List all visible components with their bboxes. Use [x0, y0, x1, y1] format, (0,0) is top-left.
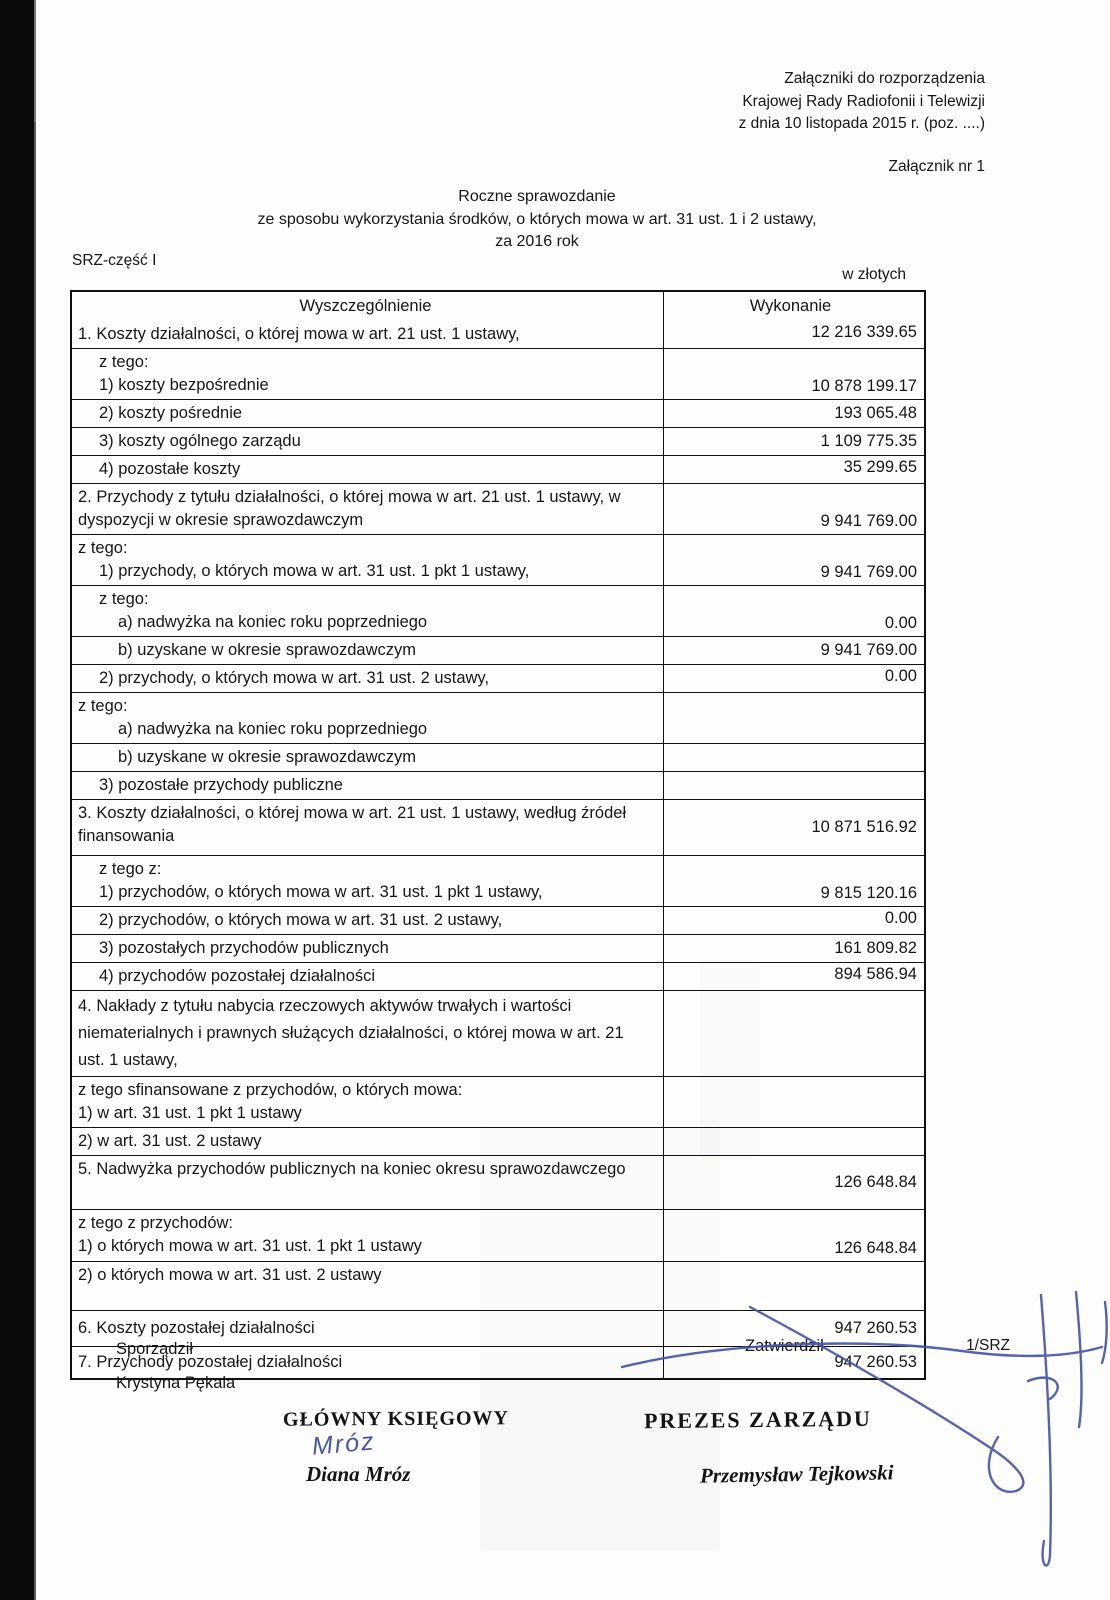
prepared-by-name: Krystyna Pękala	[116, 1374, 236, 1392]
row-value: 9 941 769.00	[820, 512, 917, 530]
document-title	[100, 186, 974, 254]
table-row	[72, 483, 924, 534]
table-row	[72, 692, 924, 743]
report-table-body	[72, 321, 924, 1378]
row-value: 12 216 339.65	[811, 323, 917, 341]
row-value: 161 809.82	[834, 939, 917, 957]
row-value: 10 878 199.17	[811, 377, 917, 395]
form-code: SRZ-część I	[72, 252, 157, 269]
column-header-specification: Wyszczególnienie	[72, 292, 664, 321]
row-label: 3) pozostałych przychodów publicznych	[72, 935, 664, 962]
row-value	[664, 1077, 924, 1127]
attachment-note-line: z dnia 10 listopada 2015 r. (poz. ....)	[738, 115, 985, 132]
row-label: z tego sfinansowane z przychodów, o których mowa: 1) w art. 31 ust. 1 pkt 1 ustawy	[72, 1077, 664, 1127]
table-row	[72, 1209, 924, 1261]
table-row	[72, 1155, 924, 1209]
table-row	[72, 636, 924, 664]
row-label: 2) w art. 31 ust. 2 ustawy	[72, 1128, 664, 1155]
table-row	[72, 990, 924, 1076]
prepared-by-label: Sporządził	[116, 1340, 194, 1358]
row-value: 126 648.84	[834, 1173, 917, 1191]
table-row	[72, 771, 924, 799]
row-value	[664, 693, 924, 743]
row-label: b) uzyskane w okresie sprawozdawczym	[72, 637, 664, 664]
chief-accountant-handwritten-signature: Mróz	[310, 1427, 377, 1461]
table-row	[72, 427, 924, 455]
table-row	[72, 934, 924, 962]
row-label: z tego z przychodów: 1) o których mowa w art. 31 ust. 1 pkt 1 ustawy	[72, 1210, 664, 1261]
table-row	[72, 799, 924, 855]
row-value: 1 109 775.35	[820, 432, 917, 450]
row-label: 4) pozostałe koszty	[72, 456, 664, 483]
row-label: 1. Koszty działalności, o której mowa w art. 21 ust. 1 ustawy,	[72, 321, 664, 348]
table-row	[72, 348, 924, 399]
table-row	[72, 1127, 924, 1155]
currency-note: w złotych	[842, 266, 906, 283]
table-row	[72, 906, 924, 934]
row-value: 193 065.48	[834, 404, 917, 422]
row-value: 35 299.65	[843, 458, 917, 476]
row-value: 0.00	[884, 614, 917, 632]
table-row	[72, 743, 924, 771]
row-value	[664, 744, 924, 771]
attachment-note	[485, 68, 985, 136]
president-stamp-name: Przemysław Tejkowski	[699, 1460, 894, 1488]
row-value: 9 815 120.16	[820, 884, 917, 902]
table-row	[72, 399, 924, 427]
row-label: b) uzyskane w okresie sprawozdawczym	[72, 744, 664, 771]
row-value	[664, 991, 924, 1076]
row-label: 2. Przychody z tytułu działalności, o której mowa w art. 21 ust. 1 ustawy, w dyspozycji w okresie sprawozdawczym	[72, 484, 664, 534]
table-row	[72, 664, 924, 692]
page-code: 1/SRZ	[966, 1337, 1010, 1354]
row-label: 6. Koszty pozostałej działalności	[72, 1311, 664, 1346]
row-label: 5. Nadwyżka przychodów publicznych na koniec okresu sprawozdawczego	[72, 1156, 664, 1209]
row-label: 2) koszty pośrednie	[72, 400, 664, 427]
row-label: z tego: 1) koszty bezpośrednie	[72, 349, 664, 399]
row-label: 3. Koszty działalności, o której mowa w art. 21 ust. 1 ustawy, według źródeł finansowania	[72, 800, 664, 855]
president-stamp-title: PREZES ZARZĄDU	[643, 1405, 872, 1434]
row-value	[664, 1128, 924, 1155]
chief-accountant-stamp-title: GŁÓWNY KSIĘGOWY	[282, 1407, 510, 1431]
row-value: 9 941 769.00	[820, 563, 917, 581]
attachment-note-line: Krajowej Rady Radiofonii i Telewizji	[742, 92, 985, 110]
row-value: 10 871 516.92	[811, 818, 917, 836]
row-label: z tego z: 1) przychodów, o których mowa w art. 31 ust. 1 pkt 1 ustawy,	[72, 856, 664, 906]
approved-by-label: Zatwierdził	[745, 1337, 824, 1355]
row-label: 4) przychodów pozostałej działalności	[72, 963, 664, 990]
column-header-execution: Wykonanie	[749, 297, 832, 315]
row-value: 947 260.53	[834, 1319, 917, 1337]
row-value: 126 648.84	[834, 1239, 917, 1257]
row-value: 9 941 769.00	[820, 641, 917, 659]
table-row	[72, 962, 924, 990]
table-row	[72, 585, 924, 636]
table-row	[72, 455, 924, 483]
row-value: 894 586.94	[834, 965, 917, 983]
row-label: 4. Nakłady z tytułu nabycia rzeczowych aktywów trwałych i wartości niematerialnych i prawnych służących działalności, o której mowa w art. 21 ust. 1 ustawy,	[72, 991, 664, 1076]
report-table	[70, 290, 926, 1380]
row-label: z tego: a) nadwyżka na koniec roku poprzedniego	[72, 693, 664, 743]
row-label: 3) koszty ogólnego zarządu	[72, 428, 664, 455]
title-line-2: ze sposobu wykorzystania środków, o których mowa w art. 31 ust. 1 i 2 ustawy,	[257, 210, 817, 228]
row-value	[664, 772, 924, 799]
table-row	[72, 321, 924, 348]
row-label: 2) przychody, o których mowa w art. 31 ust. 2 ustawy,	[72, 665, 664, 692]
president-signature-ink	[600, 1285, 1110, 1600]
table-row	[72, 1076, 924, 1127]
scan-edge-bar	[0, 0, 34, 1600]
title-line-3: za 2016 rok	[495, 233, 579, 250]
attachment-number: Załącznik nr 1	[888, 158, 985, 175]
row-label: 7. Przychody pozostałej działalności	[72, 1347, 664, 1378]
title-line-1: Roczne sprawozdanie	[458, 188, 616, 205]
table-row	[72, 855, 924, 906]
row-label: z tego: 1) przychody, o których mowa w art. 31 ust. 1 pkt 1 ustawy,	[72, 535, 664, 585]
row-label: 2) przychodów, o których mowa w art. 31 ust. 2 ustawy,	[72, 907, 664, 934]
chief-accountant-stamp-name: Diana Mróz	[306, 1462, 411, 1486]
row-label: 2) o których mowa w art. 31 ust. 2 ustawy	[72, 1262, 664, 1310]
table-header-row	[72, 292, 924, 321]
row-value: 0.00	[884, 667, 917, 685]
row-value: 0.00	[884, 909, 917, 927]
row-value: 947 260.53	[834, 1353, 917, 1371]
table-row	[72, 534, 924, 585]
attachment-note-line: Załączniki do rozporządzenia	[784, 70, 985, 87]
row-label: z tego: a) nadwyżka na koniec roku poprzedniego	[72, 586, 664, 636]
row-label: 3) pozostałe przychody publiczne	[72, 772, 664, 799]
